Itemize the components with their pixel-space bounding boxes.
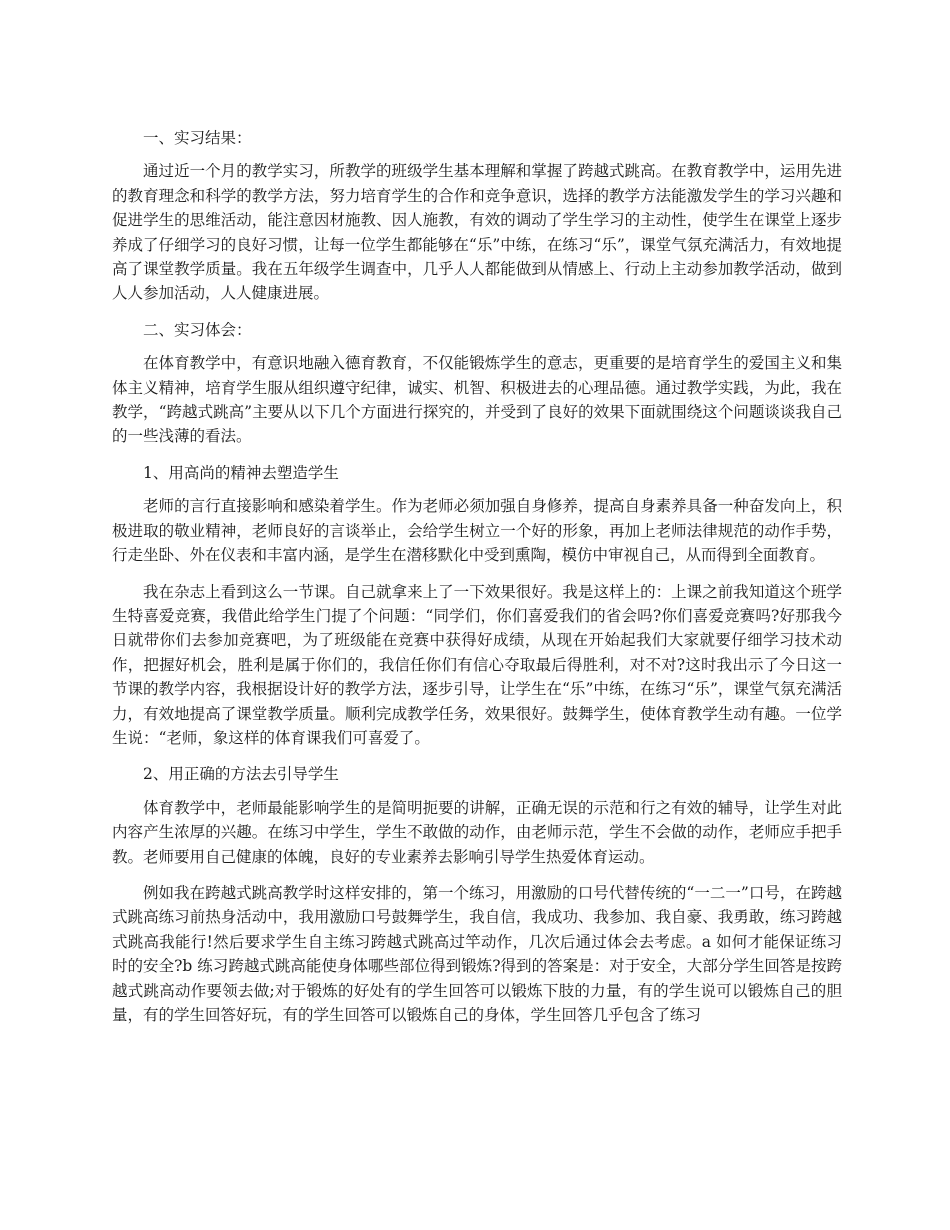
paragraph-moral-education: 在体育教学中，有意识地融入德育教育，不仅能锻炼学生的意志，更重要的是培育学生的爱国主义和集体主义精神，培育学生服从组织遵守纪律，诚实、机智、积极进去的心理品德。通过教学实践，为此，我在教学，“跨越式跳高”主要从以下几个方面进行探究的，并受到了良好的效果下面就围绕这个问题谈谈我自己的一些浅薄的看法。 (112, 354, 842, 446)
document-page (112, 122, 842, 1039)
section-heading-results: 一、实习结果： (143, 129, 252, 147)
subheading-correct-method: 2、用正确的方法去引导学生 (143, 765, 339, 784)
section-heading-experience: 二、实习体会： (143, 320, 252, 339)
paragraph-high-jump-example: 例如我在跨越式跳高教学时这样安排的，第一个练习，用激励的口号代替传统的“一二一”口号，在跨越式跳高练习前热身活动中，我用激励口号鼓舞学生，我自信，我成功、我参加、我自豪、我勇敢，练习跨越式跳高我能行!然后要求学生自主练习跨越式跳高过竿动作，几次后通过体会去考虑。a 如何才能保证练习时的安全?b 练习跨越式跳高能使身体哪些部位得到锻炼?得到的答案是：对于安全，大部分学生回答是按跨越式跳高动作要领去做;对于锻炼的好处有的学生回答可以锻炼下肢的力量，有的学生说可以锻炼自己的胆量，有的学生回答好玩，有的学生回答可以锻炼自己的身体，学生回答几乎包含了练习 (112, 883, 842, 1024)
subheading-noble-spirit: 1、用高尚的精神去塑造学生 (143, 463, 339, 482)
paragraph-guidance: 体育教学中，老师最能影响学生的是简明扼要的讲解，正确无误的示范和行之有效的辅导，让学生对此内容产生浓厚的兴趣。在练习中学生，学生不敢做的动作，由老师示范，学生不会做的动作，老师应手把手教。老师要用自己健康的体魄，良好的专业素养去影响引导学生热爱体育运动。 (112, 798, 842, 866)
paragraph-teacher-example: 老师的言行直接影响和感染着学生。作为老师必须加强自身修养，提高自身素养具备一种奋发向上，积极进取的敬业精神，老师良好的言谈举止，会给学生树立一个好的形象，再加上老师法律规范的动作手势，行走坐卧、外在仪表和丰富内涵，是学生在潜移默化中受到熏陶，模仿中审视自己，从而得到全面教育。 (112, 497, 842, 565)
paragraph-results: 通过近一个月的教学实习，所教学的班级学生基本理解和掌握了跨越式跳高。在教育教学中，运用先进的教育理念和科学的教学方法，努力培育学生的合作和竞争意识，选择的教学方法能激发学生的学习兴趣和促进学生的思维活动，能注意因材施教、因人施教，有效的调动了学生学习的主动性，使学生在课堂上逐步养成了仔细学习的良好习惯，让每一位学生都能够在“乐”中练，在练习“乐”，课堂气氛充满活力，有效地提高了课堂教学质量。我在五年级学生调查中，几乎人人都能做到从情感上、行动上主动参加教学活动，做到人人参加活动，人人健康进展。 (112, 162, 842, 303)
paragraph-magazine-lesson: 我在杂志上看到这么一节课。自己就拿来上了一下效果很好。我是这样上的：上课之前我知道这个班学生特喜爱竞赛，我借此给学生门提了个问题：“同学们，你们喜爱我们的省会吗?你们喜爱竞赛吗?好那我今日就带你们去参加竞赛吧，为了班级能在竞赛中获得好成绩，从现在开始起我们大家就要仔细学习技术动作，把握好机会，胜利是属于你们的，我信任你们有信心夺取最后得胜利，对不对?这时我出示了今日这一节课的教学内容，我根据设计好的教学方法，逐步引导，让学生在“乐”中练，在练习“乐”，课堂气氛充满活力，有效地提高了课堂教学质量。顺利完成教学任务，效果很好。鼓舞学生，使体育教学生动有趣。一位学生说：“老师，象这样的体育课我们可喜爱了。 (112, 582, 842, 747)
